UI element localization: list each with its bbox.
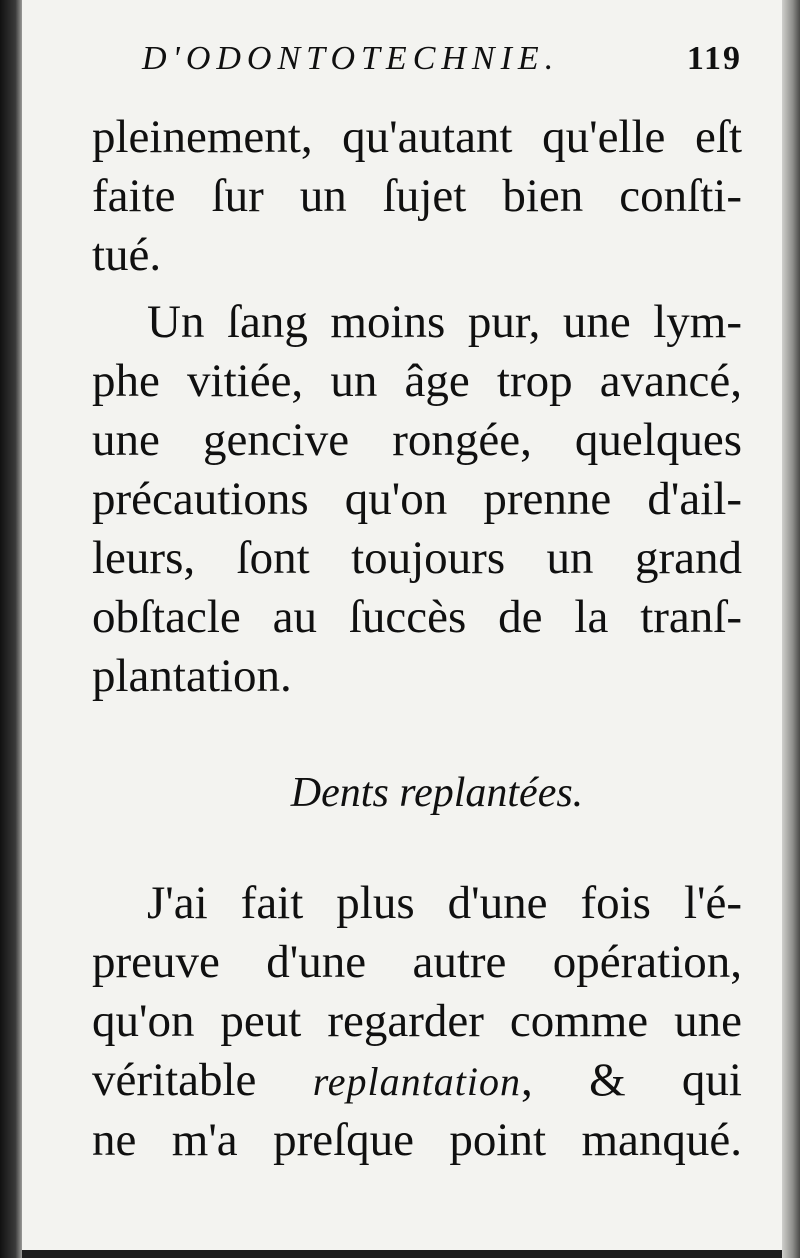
page-left-shadow [0,0,22,1258]
text-line: tué. [92,229,162,281]
text-block [92,40,742,1170]
running-title: D'ODONTOTECHNIE. [142,40,560,77]
running-head [92,40,742,98]
page-right-shadow [782,0,800,1258]
text-line: phe vitiée, un âge trop avancé, [92,355,742,407]
text-line: preuve d'une autre opération, [92,936,742,988]
text-line: faite ſur un ſujet bien conſti- [92,170,742,222]
paragraph-3 [92,874,742,1170]
text-line: qu'on peut regarder comme une [92,995,742,1047]
text-line: précautions qu'on prenne d'ail- [92,473,742,525]
text-line [92,1051,742,1111]
paragraph-1 [92,108,742,285]
text-line: J'ai fait plus d'une fois l'é- [147,877,742,929]
page-number: 119 [686,40,742,77]
text-line: ne m'a preſque point manqué. [92,1114,742,1166]
text-line: une gencive rongée, quelques [92,414,742,466]
text-line: leurs, ſont toujours un grand [92,532,742,584]
text-fragment: , & qui [521,1054,742,1106]
text-fragment: véritable [92,1054,313,1106]
text-line: obſtacle au ſuccès de la tranſ- [92,591,742,643]
book-page [22,0,782,1250]
section-heading: Dents replantées. [290,770,584,816]
text-line: Un ſang moins pur, une lym- [147,296,742,348]
paragraph-2 [92,293,742,706]
text-line: pleinement, qu'autant qu'elle eſt [92,111,742,163]
italic-term: replantation [312,1059,522,1104]
text-line: plantation. [92,650,292,702]
